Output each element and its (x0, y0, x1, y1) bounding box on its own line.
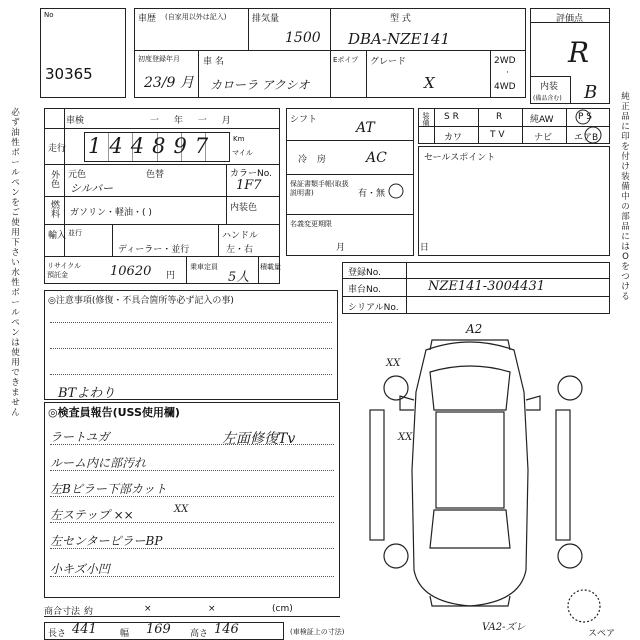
length-value: 441 (72, 622, 97, 637)
equip-ps: P S (578, 112, 593, 122)
fuel-value: ガソリン・軽油・( ) (70, 208, 152, 218)
exterior-label: 外色 (49, 170, 59, 188)
history-note: (自家用以外は記入) (165, 13, 227, 21)
inspector-side-note: 左面修復Tv (222, 431, 296, 447)
serial-label: シリアルNo. (348, 303, 399, 313)
times-2: × (208, 604, 216, 614)
diagram-mark-xx-front: XX (386, 358, 401, 369)
equip-r: R (496, 112, 503, 122)
equip-navi: ナビ (534, 133, 553, 143)
length-label: 長さ (48, 629, 67, 639)
inspection-label: 車検 (66, 116, 85, 126)
name-change-label: 名義変更期限 (290, 220, 332, 228)
import-type: 並行 (68, 229, 82, 237)
original-color-label: 元色 (68, 170, 87, 180)
chassis-no-label: 車台No. (348, 285, 381, 295)
sales-point-label: セールスポイント (424, 153, 496, 163)
diagram-mark-xx-door: XX (398, 432, 413, 443)
score-value: R (568, 36, 590, 69)
interior-label: 内装 (540, 82, 559, 92)
diagram-mark-a2: A2 (466, 322, 483, 336)
manual-value: 有・無 (358, 189, 386, 199)
height-value: 146 (214, 622, 239, 637)
chassis-no-value: NZE141-3004431 (428, 279, 545, 294)
manual-label: 保証書類手帳(取扱説明書) (290, 180, 349, 197)
lot-number: 30365 (45, 65, 93, 83)
diagram-mark-va2: VA2-ズレ (482, 622, 526, 633)
cm-label: (cm) (272, 604, 293, 614)
shift-value: AT (356, 120, 375, 136)
mileage-unit-mile: マイル (232, 149, 253, 157)
width-label: 幅 (120, 629, 130, 639)
first-reg-label: 初度登録年月 (138, 55, 180, 63)
ep-label: Eポイプ (333, 56, 359, 64)
spare-label: スペア (588, 629, 616, 639)
equipment-label: 装備 (422, 112, 430, 126)
car-name-label: 車 名 (203, 57, 224, 67)
drive-separator: · (506, 68, 509, 78)
interior-color-label: 内装色 (230, 203, 258, 213)
inspector-line-6: 小キズ小凹 (50, 562, 110, 576)
equip-leather: カワ (444, 133, 463, 143)
history-label: 車歴 (138, 14, 157, 24)
equip-aw: 純AW (530, 115, 554, 125)
fuel-label: 燃料 (49, 200, 59, 218)
capacity-value: 5人 (228, 270, 250, 285)
capacity-label: 乗車定員 (190, 263, 218, 271)
drive-4wd: 4WD (494, 82, 516, 92)
interior-sub: (備品含む) (533, 95, 562, 102)
dealer-label: ディーラー・並行 (118, 245, 190, 255)
height-label: 高さ (190, 629, 209, 639)
equip-tv: T V (490, 130, 505, 140)
mileage-value: 144897 (88, 134, 217, 158)
notes-label: ◎注意事項(修復・不具合箇所等必ず記入の事) (48, 296, 234, 306)
right-side-instruction: 純正品に印を付け装備中の部品にはOをつける (621, 92, 630, 302)
color-change-label: 色替 (146, 170, 165, 180)
inspector-line-3: 左Bピラー下部カット (50, 482, 167, 496)
displacement-label: 排気量 (252, 14, 280, 24)
first-reg-value: 23/9 月 (144, 75, 194, 91)
interior-value: B (584, 82, 598, 103)
load-label: 積載量 (260, 263, 281, 271)
score-label: 評価点 (556, 14, 584, 24)
no-label: No (44, 11, 54, 19)
diagram-mark-xx-pillar: XX (174, 504, 189, 515)
drive-2wd: 2WD (494, 56, 516, 66)
reg-no-label: 登録No. (348, 268, 381, 278)
equip-airbag: エアB (574, 133, 599, 143)
equip-sr: S R (444, 112, 459, 122)
aircon-value: AC (366, 150, 387, 166)
times-1: × (144, 604, 152, 614)
car-name-value: カローラ アクシオ (210, 78, 310, 92)
aircon-label: 冷房 (298, 155, 337, 165)
inspector-line-2: ルーム内に部汚れ (50, 456, 147, 470)
handle-label: ハンドル (222, 231, 259, 241)
grade-value: X (424, 74, 435, 92)
dimension-note: (車検証上の寸法) (290, 628, 345, 636)
shift-label: シフト (290, 115, 318, 125)
color-no-label: カラーNo. (230, 169, 272, 179)
approx-label: 約 (84, 607, 94, 617)
recycle-unit: 円 (166, 271, 176, 281)
inspection-value: 一 年 一 月 (150, 116, 237, 126)
import-label: 輸入 (48, 231, 67, 241)
inspector-title: ◎検査員報告(USS使用欄) (48, 406, 180, 419)
recycle-value: 10620 (110, 264, 152, 279)
grade-label: グレード (370, 57, 407, 67)
inspector-line-5: 左センターピラーBP (50, 534, 163, 548)
recycle-label: リサイクル預託金 (47, 262, 82, 279)
model-value: DBA-NZE141 (348, 30, 451, 48)
color-no-value: 1F7 (236, 178, 262, 193)
name-change-value: 月 日 (336, 243, 465, 253)
inspector-line-4: 左ステップ ×× (50, 508, 134, 522)
mileage-label: 走行 (48, 144, 67, 154)
width-value: 169 (146, 622, 171, 637)
displacement-value: 1500 (285, 30, 321, 46)
left-side-instruction: 必ず油性ボールペンをご使用下さい水性ボールペンは使用できません (11, 108, 20, 418)
notes-handwritten: BTよわり (58, 386, 116, 401)
mileage-unit-km: Km (233, 135, 245, 143)
handle-value: 左・右 (226, 245, 254, 255)
seat-label: 商合寸法 (44, 607, 81, 617)
inspector-line-1: ラートユガ (50, 430, 110, 444)
color-value: シルバー (70, 182, 113, 195)
model-label: 型 式 (390, 14, 411, 24)
